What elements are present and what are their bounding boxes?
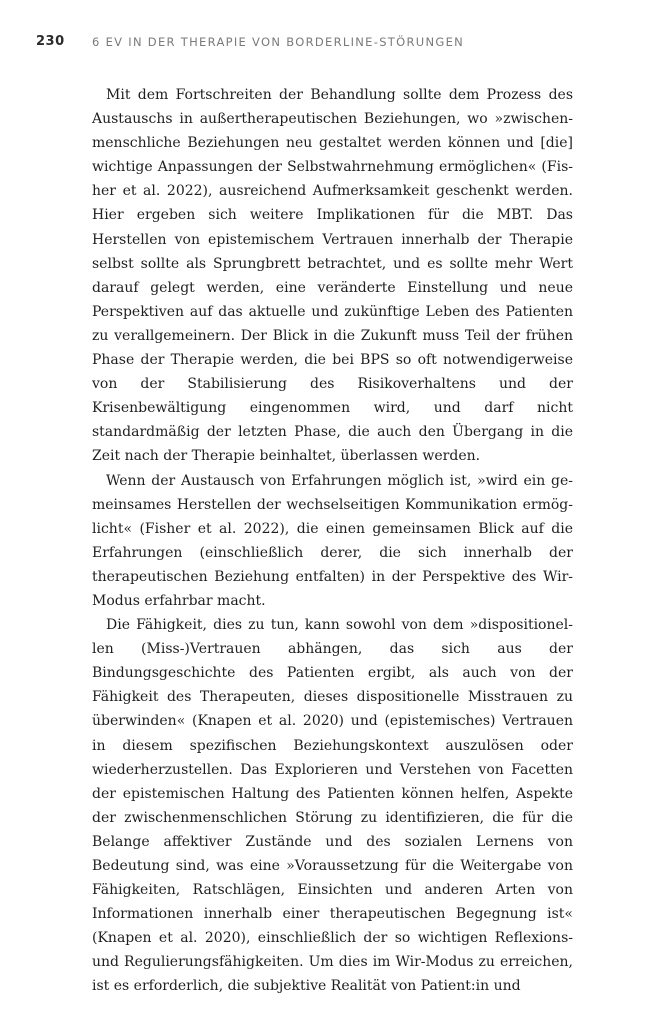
page-number: 230 [36,34,65,49]
paragraph: Wenn der Austausch von Erfahrungen möglich ist, »wird ein gemeinsames Herstellen der wechselseitigen Kommunikation ermöglicht« (Fisher et al. 2022), die einen gemeinsamen Blick auf die Erfahrungen (einschließlich derer, die sich innerhalb der therapeutischen Beziehung entfalten) in der Perspektive des Wir-Modus erfahrbar macht. [92,472,573,609]
body-text [92,83,573,999]
paragraph: Die Fähigkeit, dies zu tun, kann sowohl von dem »dispositionellen (Miss-)Vertrauen abhängen, das sich aus der Bindungsgeschichte des Patienten ergibt, als auch von der Fähigkeit des Therapeuten, dieses dispositionelle Misstrauen zu überwinden« (Knapen et al. 2020) und (epistemisches) Vertrauen in diesem spezifischen Beziehungskontext auszulösen oder wiederherzustellen. Das Explorieren und Verstehen von Facetten der epistemischen Haltung des Patienten können helfen, Aspekte der zwischenmenschlichen Störung zu identifizieren, die für die Belange affektiver Zustände und des sozialen Lernens von Bedeutung sind, was eine »Voraussetzung für die Weitergabe von Fähigkeiten, Ratschlägen, Einsichten und anderen Arten von Informationen innerhalb einer therapeutischen Begegnung ist« (Knapen et al. 2020), einschließlich der so wichtigen Reflexions- und Regulierungsfähigkeiten. Um dies im Wir-Modus zu erreichen, ist es erforderlich, die subjektive Realität von Patient:in und [92,617,573,995]
chapter-title: 6 EV IN DER THERAPIE VON BORDERLINE-STÖRUNGEN [92,35,465,49]
paragraph: Mit dem Fortschreiten der Behandlung sollte dem Prozess des Austauschs in außertherapeutischen Beziehungen, wo »zwischenmenschliche Beziehungen neu gestaltet werden können und [die] wichtige Anpassungen der Selbstwahrnehmung ermöglichen« (Fisher et al. 2022), ausreichend Aufmerksamkeit geschenkt werden. Hier ergeben sich weitere Implikationen für die MBT. Das Herstellen von epistemischem Vertrauen innerhalb der Therapie selbst sollte als Sprungbrett betrachtet, und es sollte mehr Wert darauf gelegt werden, eine veränderte Einstellung und neue Perspektiven auf das aktuelle und zukünftige Leben des Patienten zu verallgemeinern. Der Blick in die Zukunft muss Teil der frühen Phase der Therapie werden, die bei BPS so oft notwendigerweise von der Stabilisierung des Risikoverhaltens und der Krisenbewältigung eingenommen wird, und darf nicht standardmäßig der letzten Phase, die auch den Übergang in die Zeit nach der Therapie beinhaltet, überlassen werden. [92,87,573,465]
running-head [0,34,650,54]
